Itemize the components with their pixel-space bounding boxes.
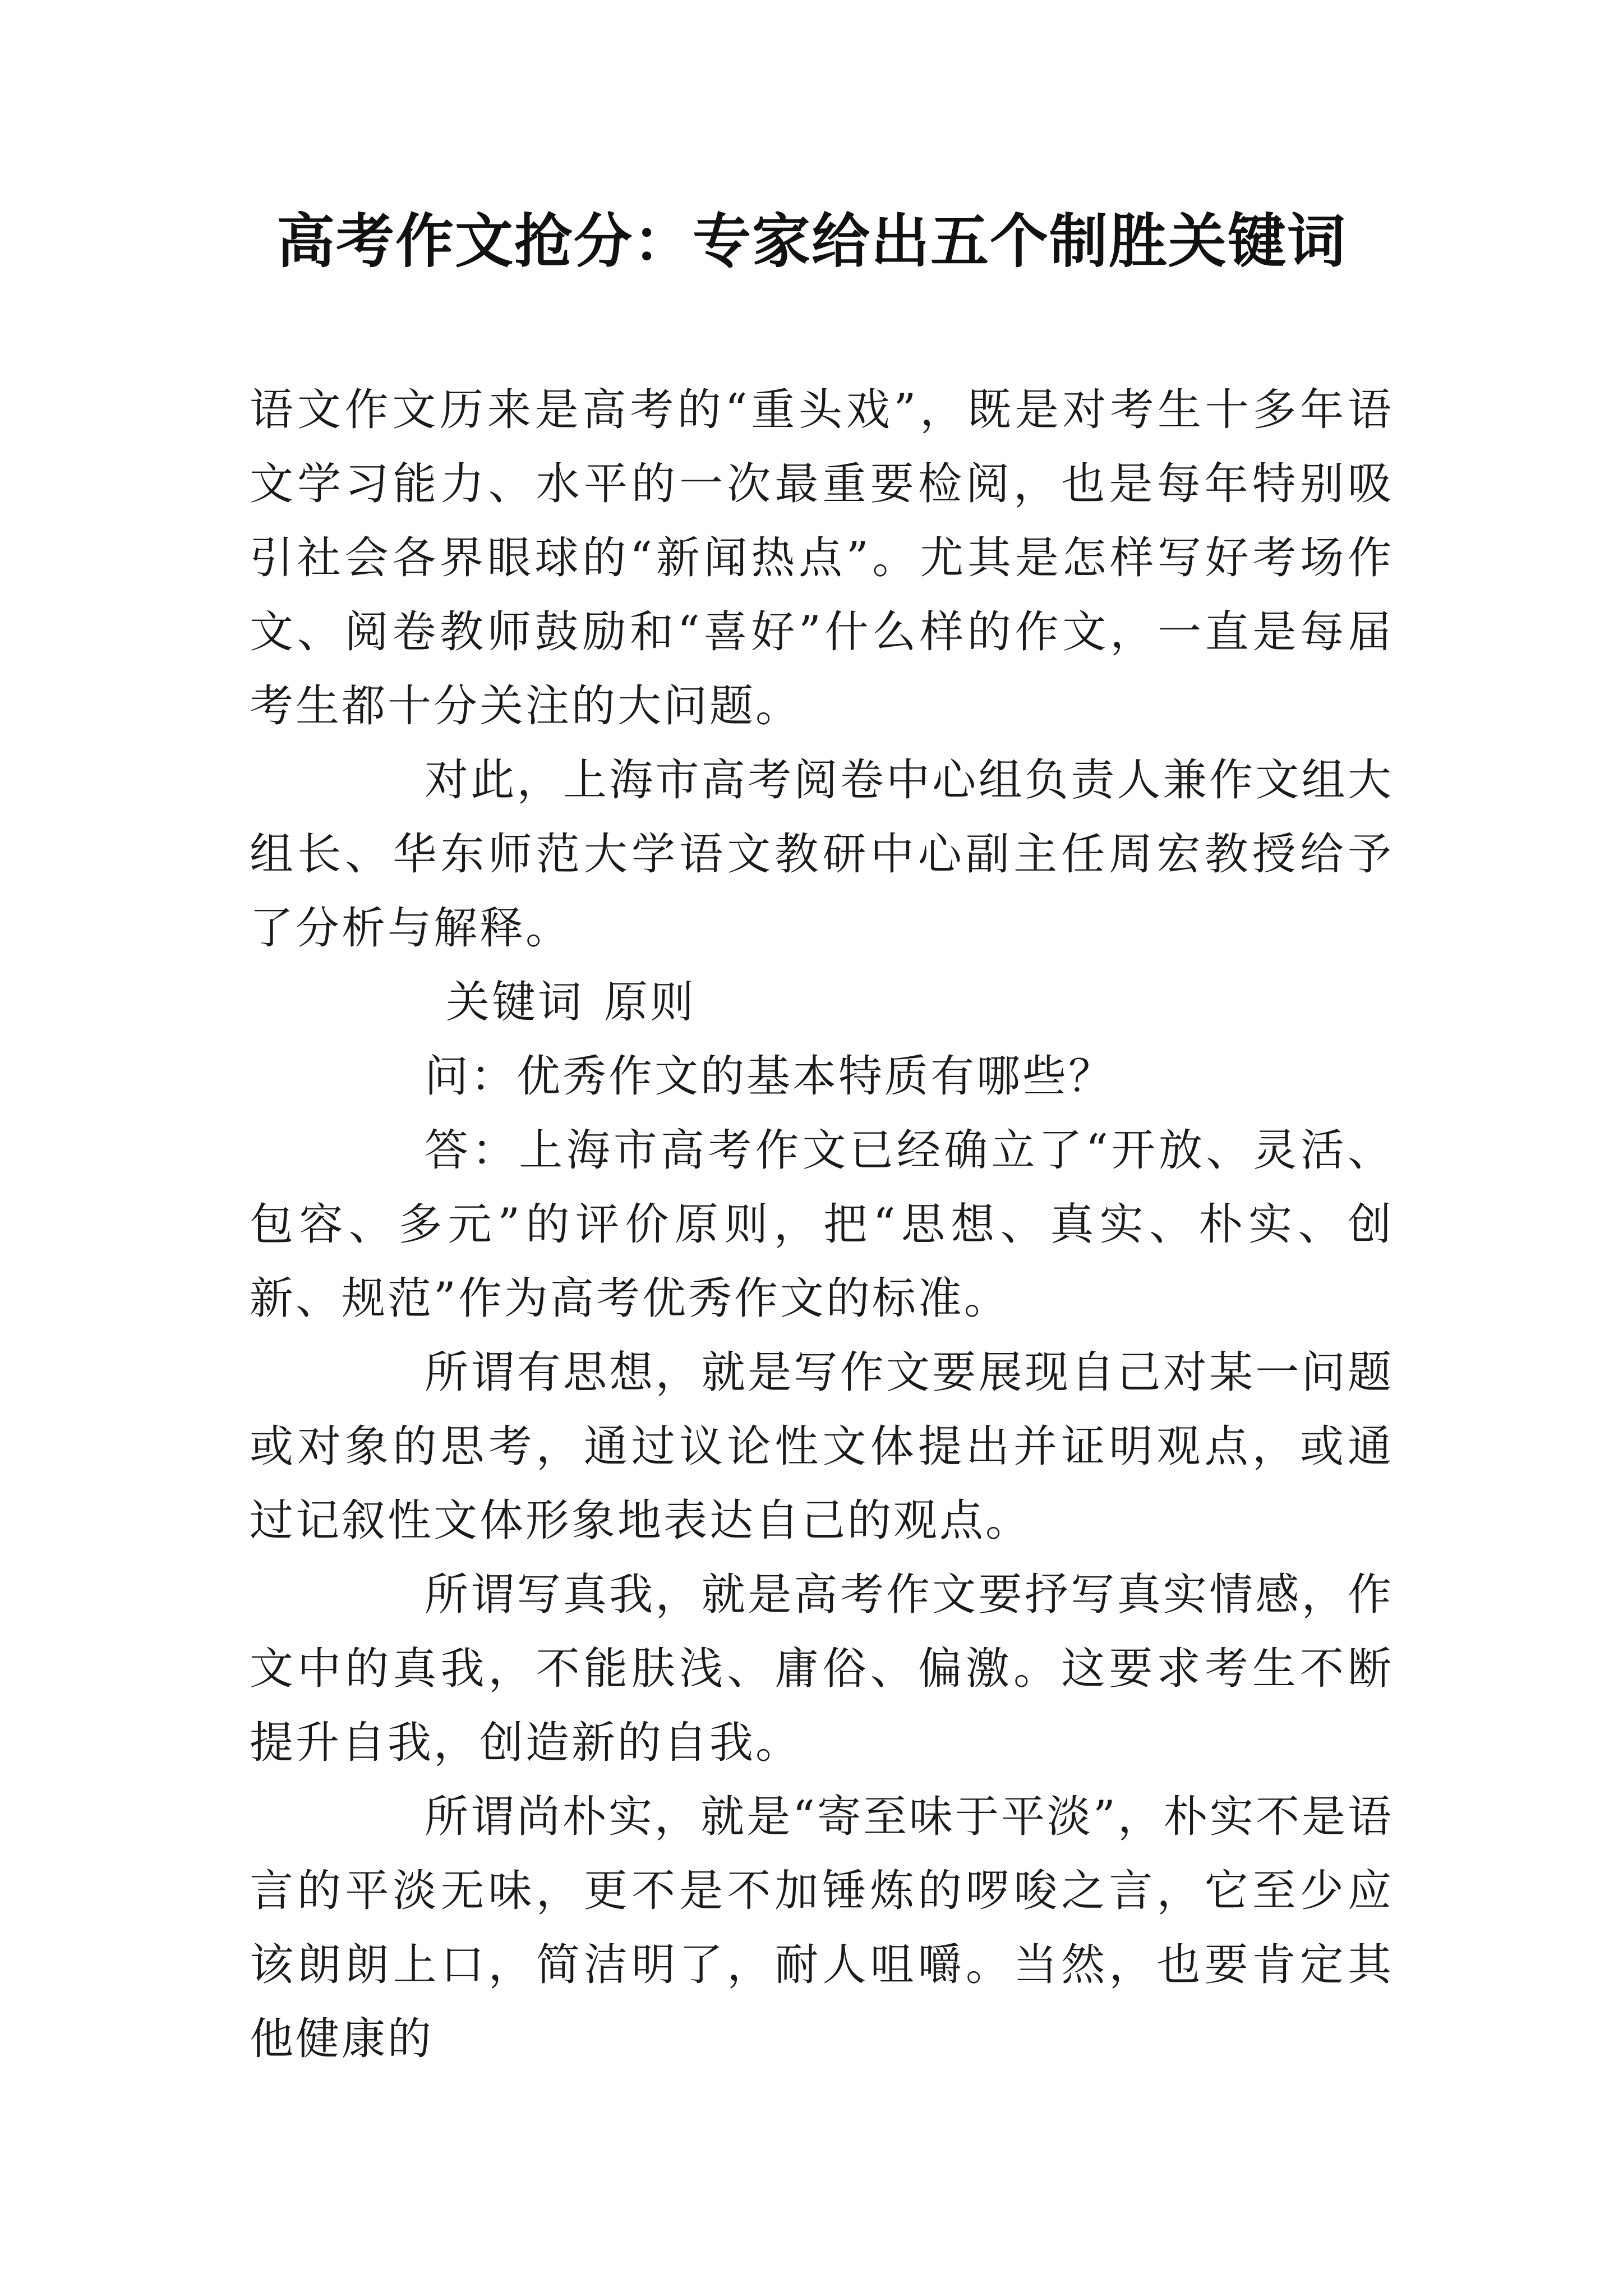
thought-paragraph: 所谓有思想，就是写作文要展现自己对某一问题或对象的思考，通过议论性文体提出并证明观点，或通过记叙性文体形象地表达自己的观点。 bbox=[250, 1347, 1394, 1546]
context-paragraph: 对此，上海市高考阅卷中心组负责人兼作文组大组长、华东师范大学语文教研中心副主任周宏教授给予了分析与解释。 bbox=[250, 755, 1394, 954]
true-self-paragraph: 所谓写真我，就是高考作文要抒写真实情感，作文中的真我，不能肤浅、庸俗、偏激。这要求考生不断提升自我，创造新的自我。 bbox=[250, 1570, 1394, 1768]
article-title: 高考作文抢分：专家给出五个制胜关键词 bbox=[276, 206, 1347, 275]
plainness-paragraph: 所谓尚朴实，就是“寄至味于平淡”，朴实不是语言的平淡无味，更不是不加锤炼的啰唆之言，它至少应该朗朗上口，简洁明了，耐人咀嚼。当然，也要肯定其他健康的 bbox=[250, 1792, 1394, 2064]
answer-paragraph: 答：上海市高考作文已经确立了“开放、灵活、包容、多元”的评价原则，把“思想、真实、朴实、创新、规范”作为高考优秀作文的标准。 bbox=[250, 1125, 1394, 1324]
keyword-word: 原则 bbox=[604, 977, 697, 1028]
question-paragraph: 问：优秀作文的基本特质有哪些？ bbox=[425, 1051, 1115, 1102]
intro-paragraph: 语文作文历来是高考的“重头戏”，既是对考生十多年语文学习能力、水平的一次最重要检阅，也是每年特别吸引社会各界眼球的“新闻热点”。尤其是怎样写好考场作文、阅卷教师鼓励和“喜好”什么样的作文，一直是每届考生都十分关注的大问题。 bbox=[250, 385, 1394, 731]
keyword-heading bbox=[250, 965, 1394, 1039]
article-body bbox=[250, 373, 1394, 2076]
keyword-label: 关键词 bbox=[446, 977, 584, 1028]
